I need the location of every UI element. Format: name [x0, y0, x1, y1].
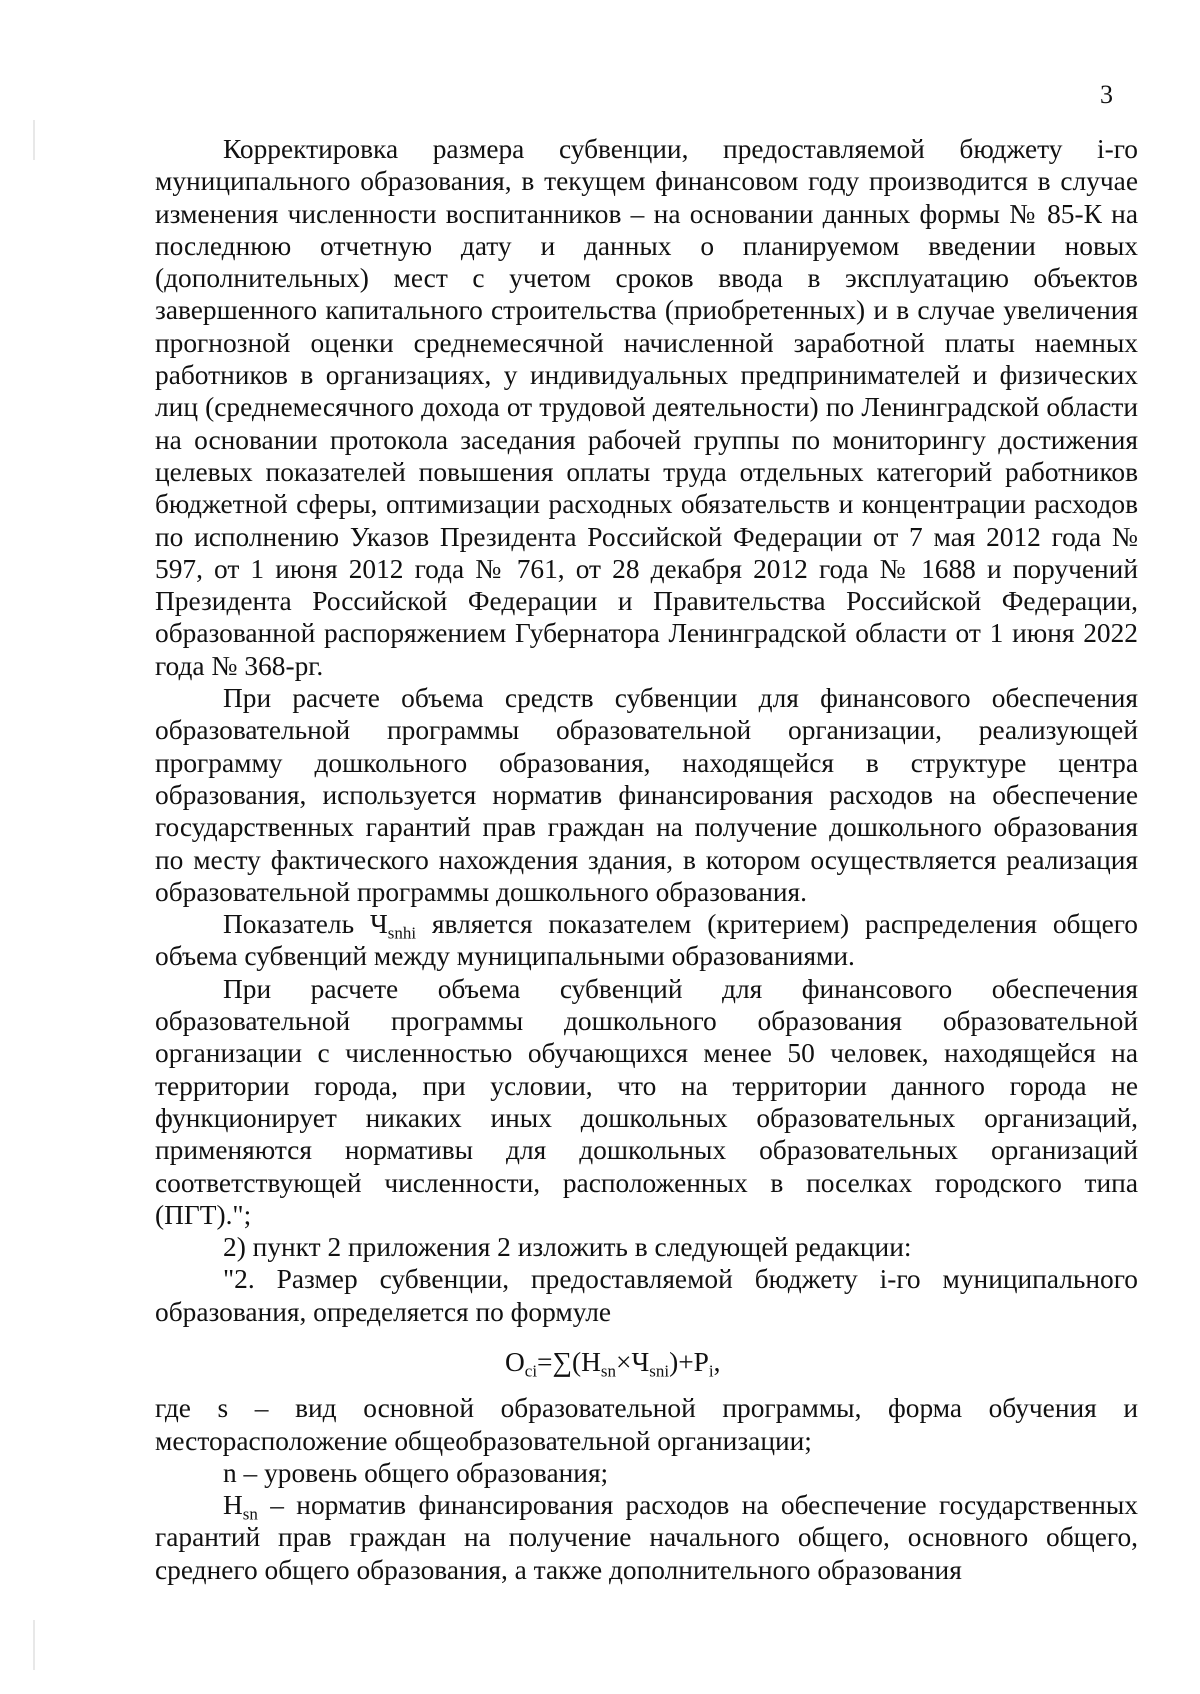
- subsidy-formula: [155, 1346, 1138, 1381]
- page-number: 3: [1100, 80, 1113, 109]
- hsn-symbol: Н: [223, 1490, 243, 1521]
- hsn-subscript: sn: [242, 1504, 258, 1524]
- hsn-definition-text: – норматив финансирования расходов на обеспечение государственных гарантий прав граждан на получение начального общего, основного общего, среднего общего образования, а также дополнительного образования: [155, 1490, 1138, 1585]
- paragraph-subsidy-adjustment: Корректировка размера субвенции, предоставляемой бюджету i-го муниципального образования, в текущем финансовом году производится в случае изменения численности воспитанников – на основании данных формы № 85-К на последнюю отчетную дату и данных о планируемом введении новых (дополнительных) мест с учетом сроков ввода в эксплуатацию объектов завершенного капитального строительства (приобретенных) и в случае увеличения прогнозной оценки среднемесячной начисленной заработной платы наемных работников в организациях, у индивидуальных предпринимателей и физических лиц (среднемесячного дохода от трудовой деятельности) по Ленинградской области на основании протокола заседания рабочей группы по мониторингу достижения целевых показателей повышения оплаты труда отдельных категорий работников бюджетной сферы, оптимизации расходных обязательств и концентрации расходов по исполнению Указов Президента Российской Федерации от 7 мая 2012 года № 597, от 1 июня 2012 года № 761, от 28 декабря 2012 года № 1688 и поручений Президента Российской Федерации и Правительства Российской Федерации, образованной распоряжением Губернатора Ленинградской области от 1 июня 2022 года № 368-рг.: [155, 134, 1138, 681]
- paragraph-hsn-definition: [155, 1489, 1138, 1586]
- document-body: [155, 133, 1138, 1586]
- formula-sum-open: =∑(Н: [537, 1346, 601, 1377]
- paragraph-indicator: [155, 908, 1138, 973]
- scan-artifact: [33, 120, 35, 160]
- formula-o-subscript: ci: [524, 1361, 538, 1381]
- paragraph-where-s: где s – вид основной образовательной программы, форма обучения и месторасположение общеобразовательной организации;: [155, 1393, 1138, 1456]
- formula-ch-subscript: sni: [649, 1361, 670, 1381]
- indicator-text-after: является показателем (критерием) распределения общего объема субвенций между муниципальными образованиями.: [155, 909, 1138, 972]
- formula-h-subscript: sn: [600, 1361, 617, 1381]
- formula-plus-p: )+Р: [669, 1346, 709, 1377]
- formula-end: ,: [713, 1346, 721, 1377]
- paragraph-n-definition: n – уровень общего образования;: [223, 1457, 609, 1488]
- indicator-text-before: Показатель Ч: [223, 909, 388, 940]
- formula-o: О: [505, 1346, 525, 1377]
- indicator-subscript: snhi: [387, 923, 417, 943]
- paragraph-education-center-norm: При расчете объема средств субвенции для финансового обеспечения образовательной программы образовательной организации, реализующей программу дошкольного образования, находящейся в структуре центра образования, используется норматив финансирования расходов на обеспечение государственных гарантий прав граждан на получение дошкольного образования по месту фактического нахождения здания, в котором осуществляется реализация образовательной программы дошкольного образования.: [155, 683, 1138, 907]
- paragraph-formula-intro: "2. Размер субвенции, предоставляемой бюджету i-го муниципального образования, определяется по формуле: [155, 1264, 1138, 1327]
- paragraph-small-organizations: При расчете объема субвенций для финансового обеспечения образовательной программы дошкольного образования образовательной организации с численностью обучающихся менее 50 человек, находящейся на территории города, при условии, что на территории данного города не функционирует никаких иных дошкольных образовательных организаций, применяются нормативы для дошкольных образовательных организаций соответствующей численности, расположенных в поселках городского типа (ПГТ).";: [155, 973, 1138, 1230]
- paragraph-amendment-point: 2) пункт 2 приложения 2 изложить в следующей редакции:: [223, 1232, 912, 1263]
- formula-p-subscript: i: [708, 1361, 714, 1381]
- scan-artifact: [33, 1620, 35, 1670]
- formula-times: ×Ч: [616, 1346, 650, 1377]
